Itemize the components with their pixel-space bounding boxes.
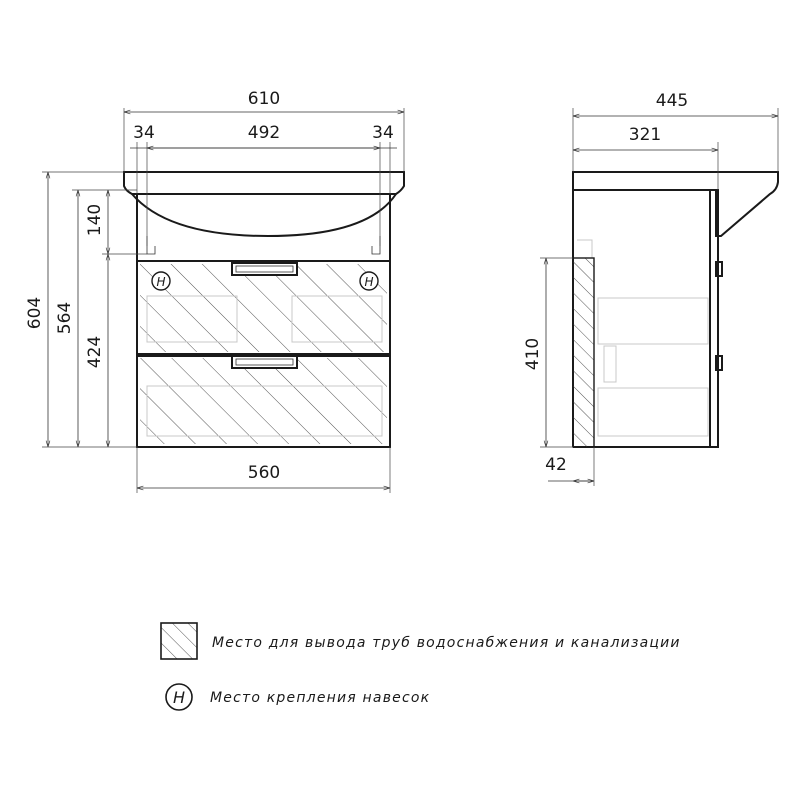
side-basin-profile xyxy=(573,172,778,236)
pipe-zone-lower xyxy=(140,358,387,444)
svg-text:H: H xyxy=(156,275,166,289)
dim-pipe-zone-height: 410 xyxy=(523,337,543,371)
dim-bowl-width: 492 xyxy=(247,123,281,143)
side-ghost-bracket xyxy=(577,240,592,258)
dim-left-offset: 34 xyxy=(133,123,155,143)
dim-pipe-zone-offset: 42 xyxy=(545,455,567,475)
dim-overall-height: 604 xyxy=(25,296,45,330)
hanger-bracket-right xyxy=(372,236,380,254)
svg-text:H: H xyxy=(172,688,186,707)
legend-pipe-zone-text: Место для вывода труб водоснабжения и канализации xyxy=(212,635,681,651)
hanger-bracket-left xyxy=(147,236,155,254)
dim-cabinet-depth: 321 xyxy=(628,125,662,145)
basin-bowl xyxy=(132,194,396,236)
svg-text:H: H xyxy=(364,275,374,289)
handle-lower xyxy=(232,356,297,368)
side-view xyxy=(523,91,778,486)
dim-right-offset: 34 xyxy=(372,123,394,143)
side-ghost-box-2 xyxy=(598,388,708,436)
legend-hatch-swatch xyxy=(161,623,197,659)
hanger-mark-right xyxy=(360,272,378,290)
legend-hanger-symbol xyxy=(166,684,192,710)
pipe-zone-upper xyxy=(140,264,387,352)
hanger-mark-left xyxy=(152,272,170,290)
basin-top xyxy=(124,172,404,194)
dim-cabinet-width: 560 xyxy=(247,463,281,483)
front-view xyxy=(25,89,404,493)
dim-mount-height: 140 xyxy=(85,203,105,237)
legend-hanger-text: Место крепления навесок xyxy=(210,690,431,706)
dim-overall-width: 610 xyxy=(247,89,281,109)
side-pipe-zone xyxy=(573,258,594,447)
handle-upper xyxy=(232,263,297,275)
dim-overall-depth: 445 xyxy=(655,91,689,111)
dim-cabinet-height: 564 xyxy=(55,301,75,335)
dim-drawer-block-height: 424 xyxy=(85,335,105,369)
side-ghost-box-1 xyxy=(598,298,708,344)
legend xyxy=(161,623,681,710)
